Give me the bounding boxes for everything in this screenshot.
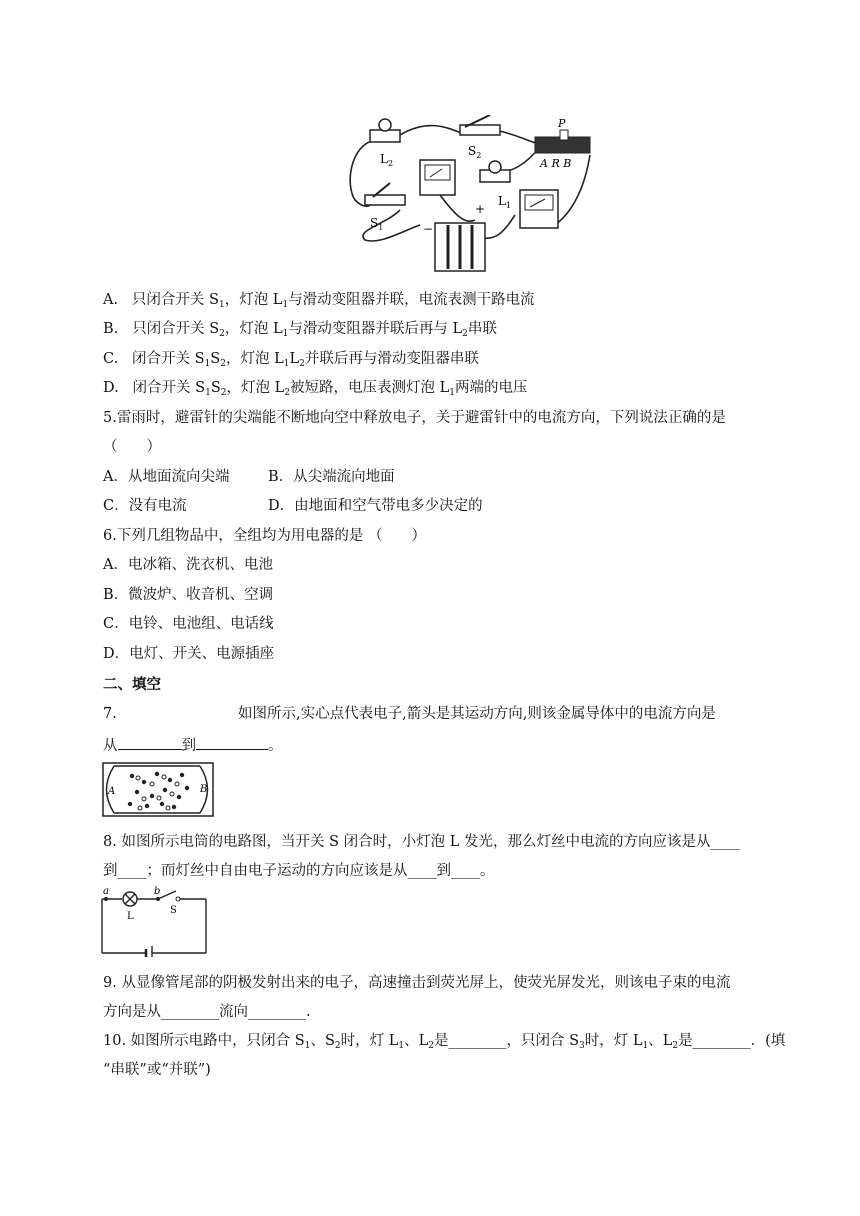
q10-line1: 10. 如图所示电路中，只闭合 $S_1$、$S_2$时，灯 $L_1$、$L_2$是________，只闭合 $S_3$时，灯 $L_1$、$L_2$是________．(填	[103, 1033, 786, 1051]
flashlight-label-s: S	[170, 905, 177, 916]
q9-line2: 方向是从________流向________.	[103, 1004, 311, 1020]
q10-line2: “串联”或“并联”)	[103, 1062, 211, 1078]
q6-option-a: A．电冰箱、洗衣机、电池	[103, 557, 273, 573]
q6-option-b: B．微波炉、收音机、空调	[103, 587, 274, 603]
q5-option-c: C．没有电流	[103, 498, 187, 514]
conductor-label-a: A	[108, 786, 116, 797]
q6-stem: 6.下列几组物品中，全组均为用电器的是 （ ）	[103, 528, 426, 544]
q4-option-a: A. 只闭合开关 $S_1$，灯泡 $L_1$与滑动变阻器并联，电流表测干路电流	[103, 292, 535, 310]
q7-number: 7.	[103, 706, 117, 722]
flashlight-circuit-figure	[100, 885, 210, 957]
q5-option-d: D．由地面和空气带电多少决定的	[268, 498, 483, 514]
circuit-figure	[345, 115, 605, 275]
q7-blank-1[interactable]	[118, 734, 182, 750]
conductor-figure	[102, 762, 214, 817]
label-S1: $S_1$	[370, 216, 384, 232]
flashlight-label-b: b	[154, 886, 161, 897]
q5-option-a: A．从地面流向尖端	[103, 469, 230, 485]
q5-paren: （ ）	[103, 439, 161, 455]
label-L1: $L_1$	[498, 194, 512, 210]
q5-stem: 5.雷雨时，避雷针的尖端能不断地向空中释放电子，关于避雷针中的电流方向，下列说法正确的是	[103, 410, 726, 426]
q7-stem: 如图所示,实心点代表电子,箭头是其运动方向,则该金属导体中的电流方向是	[238, 706, 716, 722]
label-S2: $S_2$	[468, 144, 482, 160]
section-title: 二、填空	[103, 676, 161, 693]
q6-option-d: D．电灯、开关、电源插座	[103, 646, 275, 662]
label-plus: +	[475, 202, 486, 216]
label-L2: $L_2$	[380, 152, 394, 168]
flashlight-label-l: L	[127, 911, 134, 922]
label-minus: −	[423, 222, 434, 236]
q7-blank-2[interactable]	[196, 734, 268, 750]
q6-option-c: C．电铃、电池组、电话线	[103, 616, 274, 632]
q4-option-c: C. 闭合开关 $S_1S_2$，灯泡 $L_1L_2$并联后再与滑动变阻器串联	[103, 351, 479, 369]
q4-option-b: B. 只闭合开关 $S_2$，灯泡 $L_1$与滑动变阻器并联后再与 $L_2$串联	[103, 321, 497, 339]
label-P: P	[558, 117, 566, 130]
q7-answer-line: 从 到 。	[103, 734, 283, 756]
q8-stem: 8. 如图所示电筒的电路图，当开关 S 闭合时，小灯泡 L 发光，那么灯丝中电流的方向应该是从____	[103, 834, 740, 850]
q9-line1: 9. 从显像管尾部的阴极发射出来的电子，高速撞击到荧光屏上，使荧光屏发光，则该电子束的电流	[103, 975, 731, 991]
q5-option-b: B．从尖端流向地面	[268, 469, 395, 485]
q8-line2: 到____；而灯丝中自由电子运动的方向应该是从____到____。	[103, 863, 495, 879]
flashlight-label-a: a	[103, 886, 109, 897]
label-ARB: A R B	[540, 157, 572, 170]
q4-option-d: D. 闭合开关 $S_1S_2$，灯泡 $L_2$被短路，电压表测灯泡 $L_1$两端的电压	[103, 380, 528, 398]
conductor-label-b: B	[200, 784, 208, 795]
